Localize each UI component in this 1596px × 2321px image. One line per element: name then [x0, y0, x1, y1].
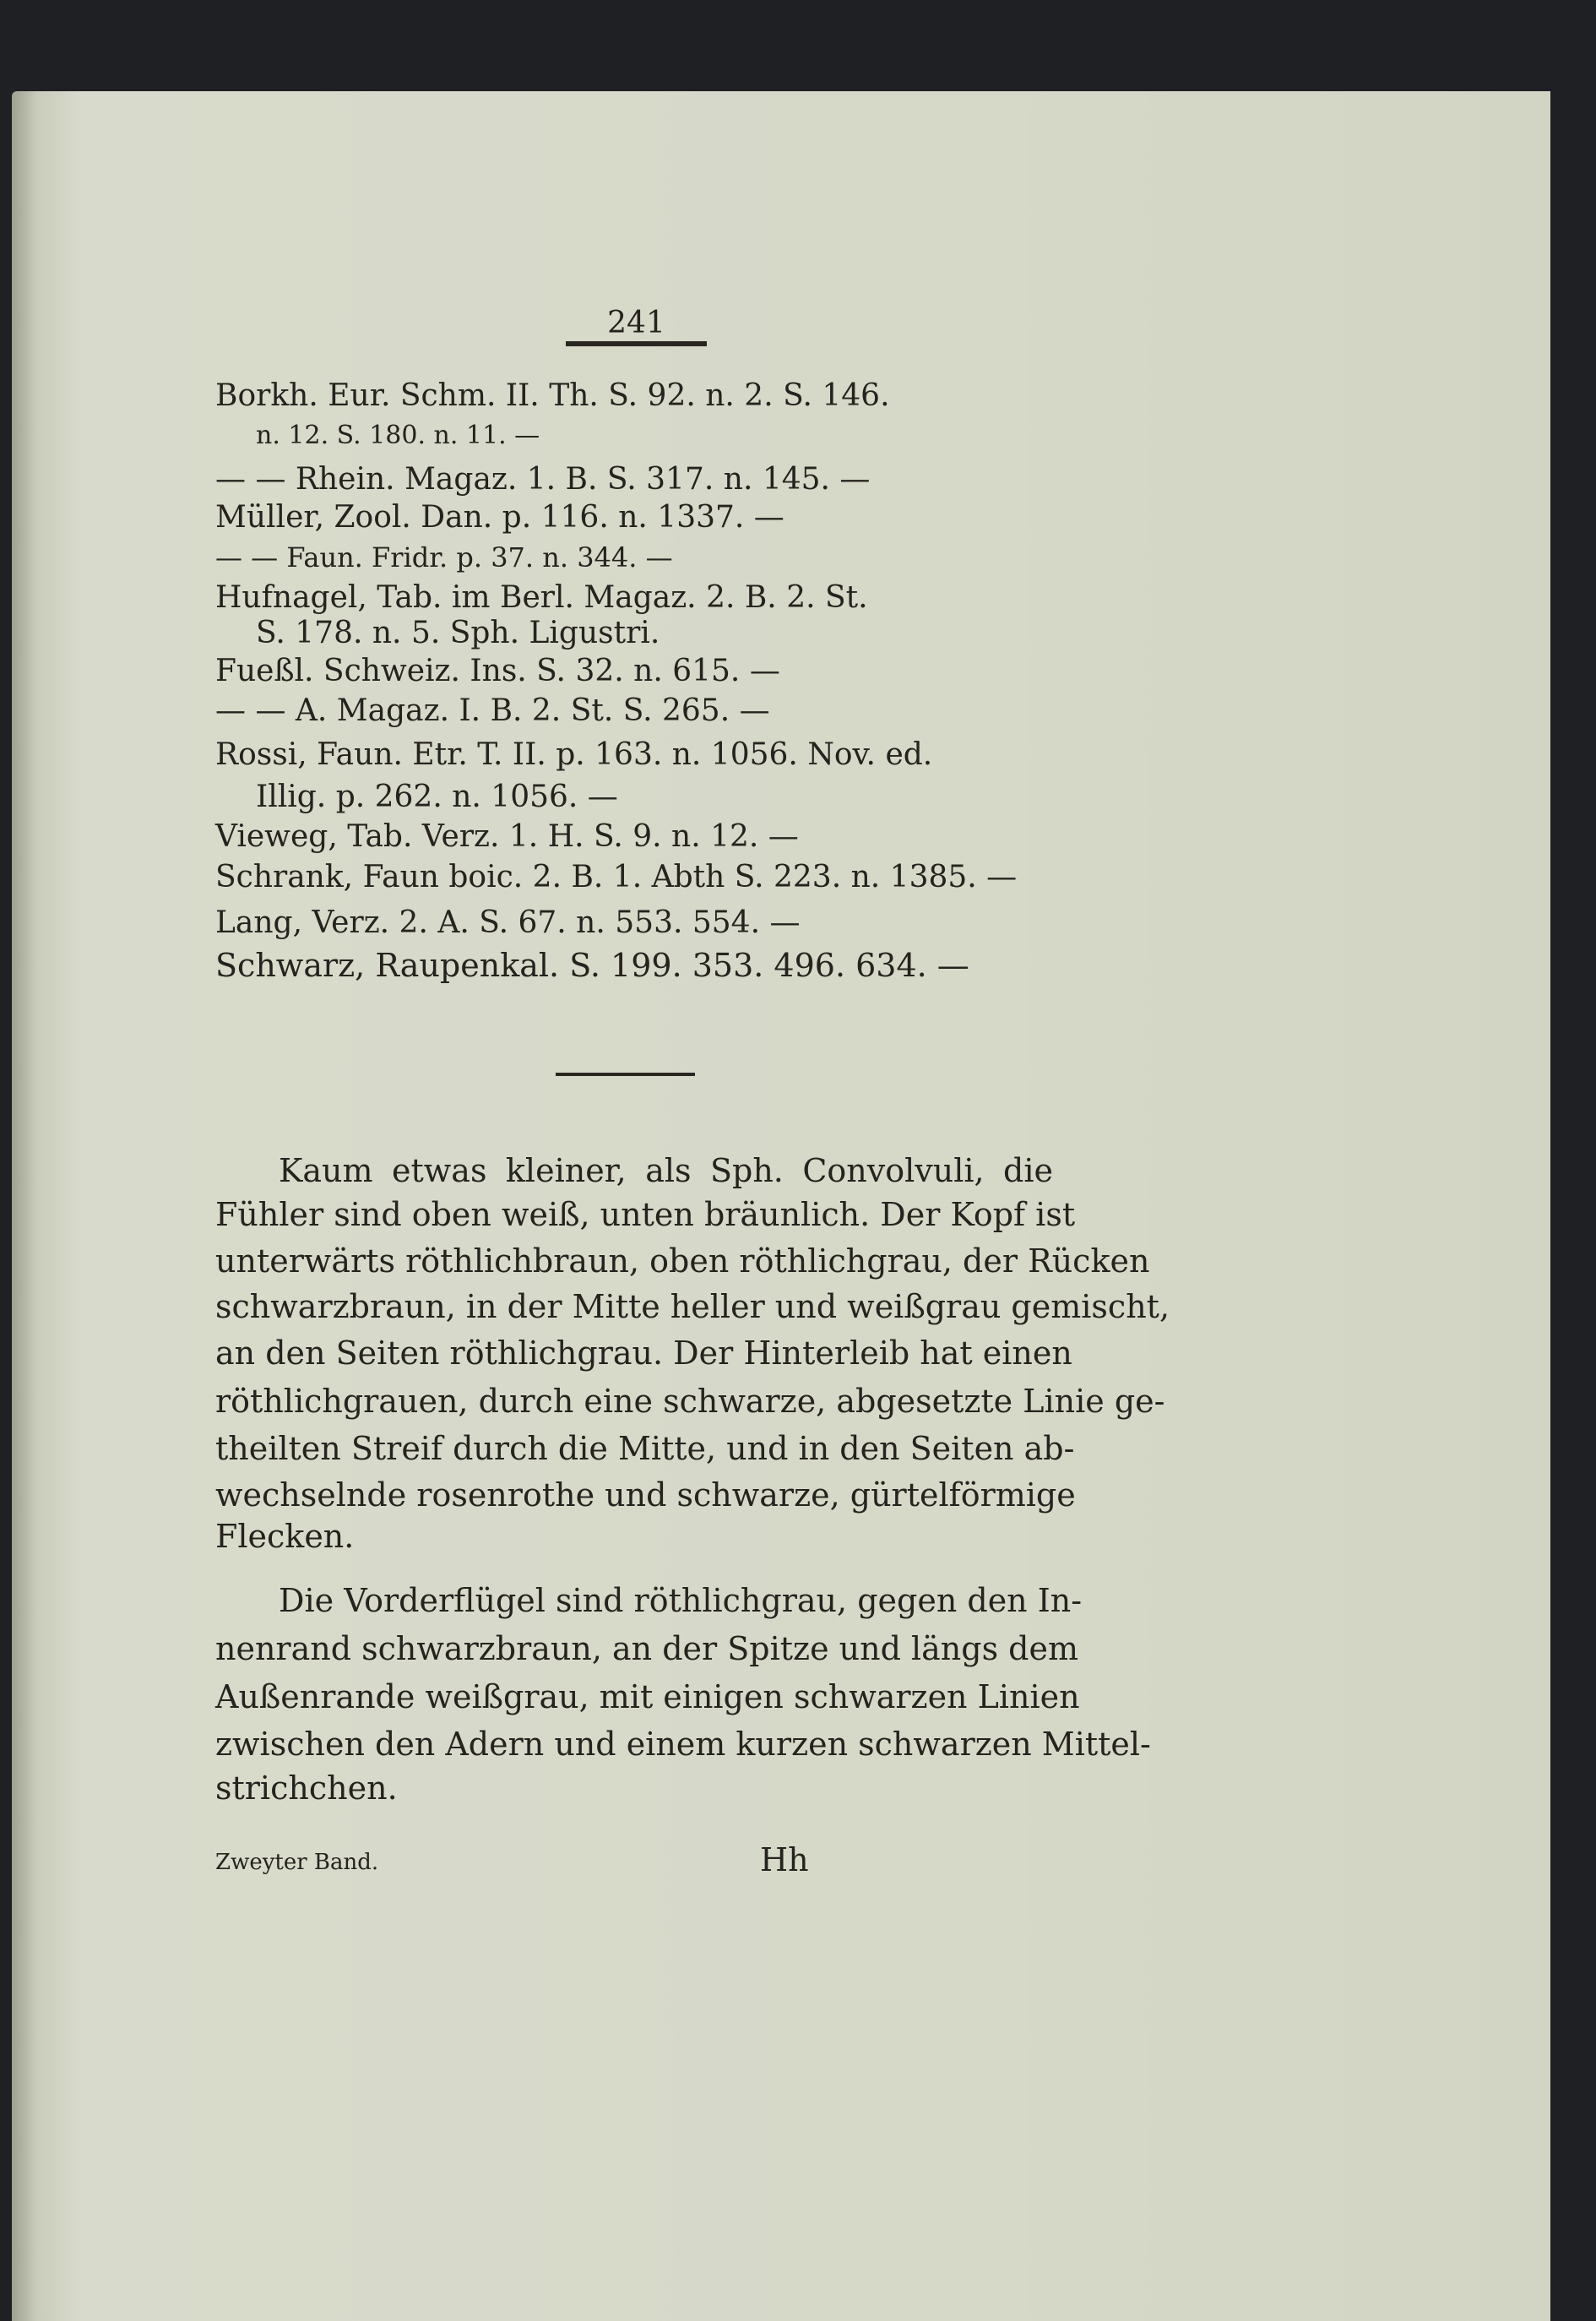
- reference-line: Illig. p. 262. n. 1056. —: [256, 780, 618, 814]
- reference-line: Borkh. Eur. Schm. II. Th. S. 92. n. 2. S. 146.: [215, 378, 890, 413]
- text-line: wechselnde rosenrothe und schwarze, gürtelförmige: [215, 1476, 1076, 1514]
- text-line: unterwärts röthlichbraun, oben röthlichgrau, der Rücken: [215, 1242, 1150, 1280]
- reference-line: Schrank, Faun boic. 2. B. 1. Abth S. 223. n. 1385. —: [215, 860, 1018, 894]
- text-line: röthlichgrauen, durch eine schwarze, abgesetzte Linie ge-: [215, 1383, 1165, 1420]
- reference-line: Müller, Zool. Dan. p. 116. n. 1337. —: [215, 500, 784, 535]
- volume-note: Zweyter Band.: [215, 1850, 379, 1875]
- section-rule: [556, 1073, 695, 1076]
- reference-line: Vieweg, Tab. Verz. 1. H. S. 9. n. 12. —: [215, 819, 799, 854]
- text-line: Die Vorderflügel sind röthlichgrau, gegen den In-: [279, 1582, 1083, 1619]
- reference-line: n. 12. S. 180. n. 11. —: [256, 421, 540, 450]
- text-line: Kaum etwas kleiner, als Sph. Convolvuli, die: [279, 1152, 1053, 1189]
- reference-line: S. 178. n. 5. Sph. Ligustri.: [256, 616, 660, 650]
- text-line: theilten Streif durch die Mitte, und in den Seiten ab-: [215, 1430, 1075, 1467]
- reference-line: — — A. Magaz. I. B. 2. St. S. 265. —: [215, 693, 770, 728]
- text-line: nenrand schwarzbraun, an der Spitze und längs dem: [215, 1630, 1079, 1667]
- text-line: zwischen den Adern und einem kurzen schwarzen Mittel-: [215, 1726, 1151, 1763]
- text-line: Flecken.: [215, 1518, 355, 1555]
- text-line: an den Seiten röthlichgrau. Der Hinterleib hat einen: [215, 1334, 1072, 1372]
- page-number: 241: [607, 306, 665, 340]
- reference-line: Fueßl. Schweiz. Ins. S. 32. n. 615. —: [215, 654, 780, 688]
- text-line: Außenrande weißgrau, mit einigen schwarzen Linien: [215, 1678, 1080, 1715]
- reference-line: — — Faun. Fridr. p. 37. n. 344. —: [215, 541, 673, 573]
- reference-line: — — Rhein. Magaz. 1. B. S. 317. n. 145. —: [215, 462, 871, 497]
- reference-line: Hufnagel, Tab. im Berl. Magaz. 2. B. 2. St.: [215, 580, 868, 615]
- reference-line: Rossi, Faun. Etr. T. II. p. 163. n. 1056. Nov. ed.: [215, 737, 933, 772]
- reference-line: Lang, Verz. 2. A. S. 67. n. 553. 554. —: [215, 905, 801, 940]
- text-line: Fühler sind oben weiß, unten bräunlich. Der Kopf ist: [215, 1196, 1076, 1233]
- signature-mark: Hh: [760, 1841, 809, 1878]
- reference-line: Schwarz, Raupenkal. S. 199. 353. 496. 634. —: [215, 947, 969, 984]
- header-rule: [566, 341, 707, 346]
- text-line: schwarzbraun, in der Mitte heller und weißgrau gemischt,: [215, 1288, 1170, 1325]
- text-line: strichchen.: [215, 1769, 398, 1807]
